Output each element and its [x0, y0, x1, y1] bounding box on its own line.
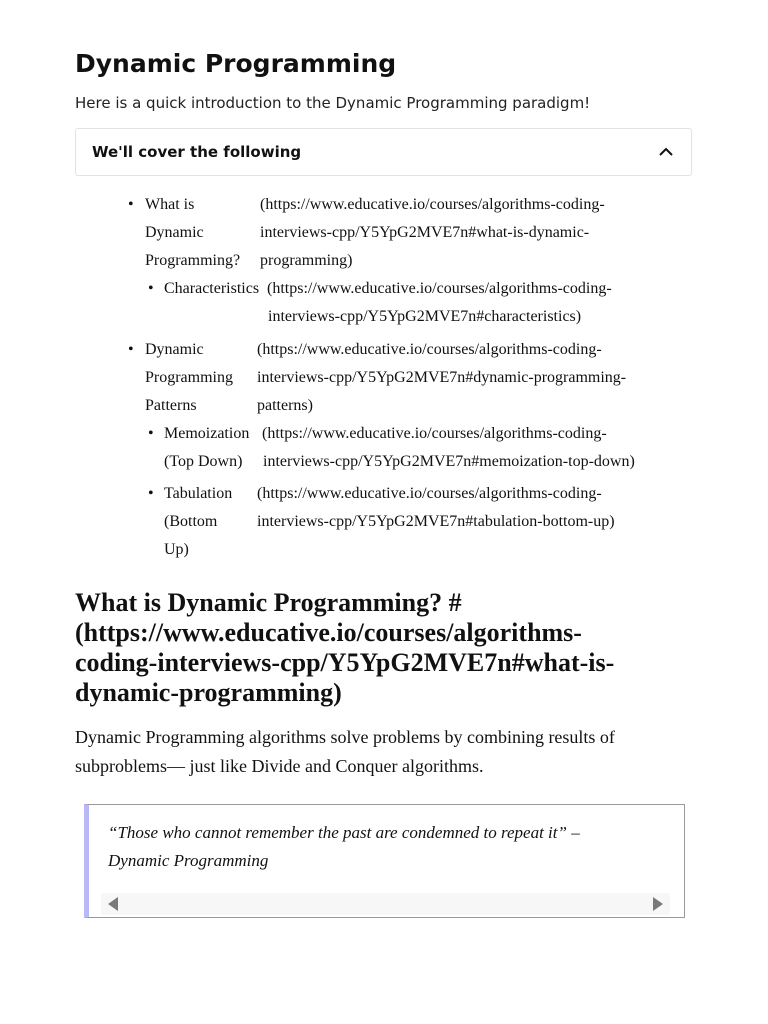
- toc-item-url[interactable]: [260, 191, 605, 275]
- bullet: •: [128, 341, 134, 358]
- toc-heading: We'll cover the following: [92, 143, 302, 161]
- bullet: •: [128, 196, 134, 213]
- toc-item-url-line: (https://www.educative.io/courses/algorithms-coding-: [260, 196, 605, 213]
- toc-item-url-line: (https://www.educative.io/courses/algorithms-coding-: [257, 485, 602, 502]
- toc-item-name-line: Programming: [145, 369, 233, 386]
- toc-item-name-line: What is: [145, 196, 195, 213]
- toc-item-name-line: (Bottom Up): [164, 513, 218, 558]
- toc-item-name-line: (Top Down): [164, 453, 243, 470]
- toc-item-name-line: Dynamic: [145, 341, 204, 358]
- toc-item-url-line: patterns): [257, 397, 313, 414]
- section-heading-line[interactable]: (https://www.educative.io/courses/algorithms-: [75, 618, 582, 647]
- toc-item-name[interactable]: [164, 275, 259, 303]
- toc-item-url-line: interviews-cpp/Y5YpG2MVE7n#dynamic-programming-: [257, 369, 627, 386]
- toc-item-url-line: (https://www.educative.io/courses/algorithms-coding-: [257, 341, 602, 358]
- toc-item-url[interactable]: [257, 336, 626, 420]
- toc-item-name-line: Memoization: [164, 425, 250, 442]
- toc-item-name[interactable]: [145, 191, 240, 275]
- section-heading-line[interactable]: dynamic-programming): [75, 678, 342, 707]
- triangle-left-icon[interactable]: [105, 896, 121, 912]
- quote-block: [84, 804, 685, 918]
- toc-item-name-line: Patterns: [145, 397, 197, 414]
- bullet: •: [148, 280, 154, 297]
- toc-item-url-line: interviews-cpp/Y5YpG2MVE7n#characteristics): [268, 308, 582, 325]
- section-heading: [75, 588, 715, 708]
- toc-item-url-line: programming): [260, 252, 353, 269]
- bullet: •: [148, 485, 154, 502]
- toc-item-name[interactable]: [145, 336, 233, 420]
- page-title: Dynamic Programming: [75, 49, 397, 78]
- toc-item-name-line: Programming?: [145, 252, 241, 269]
- quote-line: Dynamic Programming: [108, 851, 269, 870]
- toc-item-name-line: Tabulation: [164, 485, 233, 502]
- toc-item-url[interactable]: [267, 275, 612, 331]
- quote-text: [108, 819, 668, 875]
- chevron-up-icon[interactable]: [657, 143, 675, 161]
- toc-item-name[interactable]: [164, 420, 249, 476]
- toc-item-url-line: interviews-cpp/Y5YpG2MVE7n#tabulation-bottom-up): [257, 513, 615, 530]
- horizontal-scrollbar[interactable]: [101, 893, 670, 915]
- paragraph-line: subproblems— just like Divide and Conquer algorithms.: [75, 756, 484, 776]
- page-subtitle: Here is a quick introduction to the Dynamic Programming paradigm!: [75, 94, 591, 112]
- toc-item-url-line: (https://www.educative.io/courses/algorithms-coding-: [267, 280, 612, 297]
- triangle-right-icon[interactable]: [650, 896, 666, 912]
- section-heading-line[interactable]: coding-interviews-cpp/Y5YpG2MVE7n#what-is-: [75, 648, 615, 677]
- toc-item-url-line: interviews-cpp/Y5YpG2MVE7n#what-is-dynamic-: [260, 224, 590, 241]
- toc-item-name[interactable]: [164, 480, 232, 564]
- toc-item-url-line: (https://www.educative.io/courses/algorithms-coding-: [262, 425, 607, 442]
- section-heading-line: What is Dynamic Programming? #: [75, 588, 462, 617]
- bullet: •: [148, 425, 154, 442]
- toc-toggle[interactable]: [75, 128, 692, 176]
- toc-item-name-line: Dynamic: [145, 224, 204, 241]
- toc-item-name-line: Characteristics: [164, 280, 260, 297]
- paragraph-line: Dynamic Programming algorithms solve problems by combining results of: [75, 727, 615, 747]
- quote-line: “Those who cannot remember the past are condemned to repeat it” –: [108, 823, 580, 842]
- toc-item-url[interactable]: [257, 480, 615, 536]
- toc-item-url-line: interviews-cpp/Y5YpG2MVE7n#memoization-top-down): [263, 453, 635, 470]
- toc-item-url[interactable]: [262, 420, 635, 476]
- intro-paragraph: [75, 723, 715, 781]
